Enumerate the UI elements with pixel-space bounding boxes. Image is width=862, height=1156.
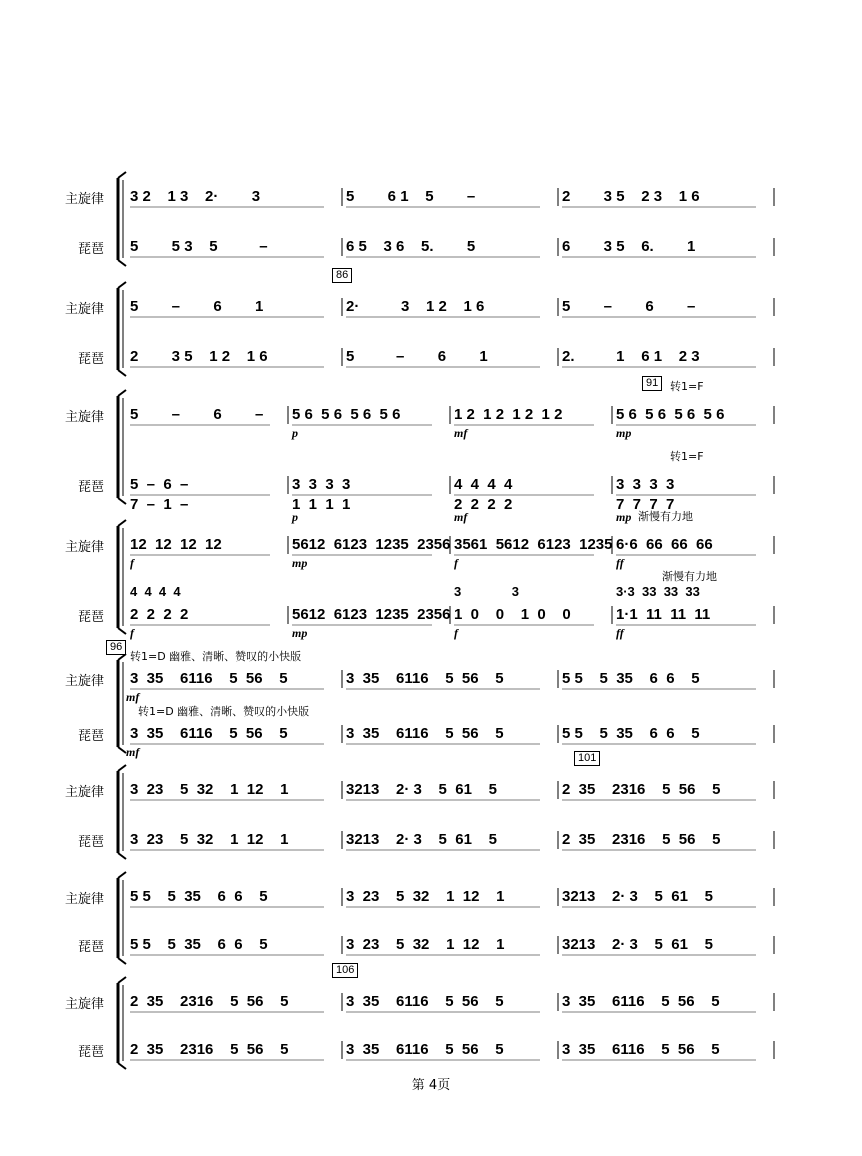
dynamic-mark: mp	[616, 426, 632, 440]
key-change: 转1=F	[670, 380, 704, 393]
pipa-measure: 2 35 2316 5 56 5	[562, 831, 721, 848]
pipa-measure: 6 3 5 6. 1	[562, 238, 696, 255]
measure-number: 86	[332, 268, 352, 283]
staff-label-melody: 主旋律	[64, 892, 104, 907]
melody-measure: 5 5 5 35 6 6 5	[562, 670, 700, 687]
dynamic-mark: f	[130, 626, 134, 640]
melody-measure: 3 2 1 3 2· 3	[130, 188, 261, 205]
pipa-upper-voice: 3·3 33 33 33	[616, 584, 700, 599]
dynamic-mark: f	[130, 556, 134, 570]
pipa-lower-voice: 7 – 1 –	[130, 496, 189, 513]
bracket-bottom	[118, 958, 126, 964]
melody-measure: 2 3 5 2 3 1 6	[562, 188, 700, 205]
pipa-measure: 5 5 5 35 6 6 5	[130, 936, 268, 953]
dynamic-mark: f	[454, 556, 458, 570]
dynamic-mark: mp	[616, 510, 632, 524]
melody-measure: 3213 2· 3 5 61 5	[562, 888, 713, 905]
dynamic-mark: p	[292, 510, 298, 524]
melody-measure: 5 – 6 –	[130, 406, 264, 423]
staff-label-melody: 主旋律	[64, 997, 104, 1012]
pipa-measure: 3 35 6116 5 56 5	[562, 1041, 720, 1058]
melody-measure: 3 23 5 32 1 12 1	[346, 888, 505, 905]
staff-label-pipa: 琵琶	[77, 352, 104, 367]
staff-label-melody: 主旋律	[64, 674, 104, 689]
pipa-measure: 3 35 6116 5 56 5	[130, 725, 288, 742]
dynamic-mark: mf	[454, 426, 468, 440]
pipa-lower-voice: 7 7 7 7	[616, 496, 675, 513]
pipa-measure: 5612 6123 1235 2356	[292, 606, 451, 623]
dynamic-mark: p	[292, 426, 298, 440]
melody-measure: 5 6 5 6 5 6 5 6	[292, 406, 401, 423]
dynamic-mark: mf	[126, 690, 140, 704]
dynamic-mark: ff	[616, 556, 624, 570]
staff-label-pipa: 琵琶	[77, 940, 104, 955]
pipa-measure: 3213 2· 3 5 61 5	[346, 831, 497, 848]
pipa-measure: 3 3 3 3	[292, 476, 351, 493]
tempo-text-pipa: 渐慢有力地	[662, 570, 717, 583]
melody-measure: 12 12 12 12	[130, 536, 222, 553]
measure-number: 91	[642, 376, 662, 391]
pipa-measure: 2. 1 6 1 2 3	[562, 348, 700, 365]
dynamic-mark: mp	[292, 556, 308, 570]
bracket-top	[118, 172, 126, 178]
staff-label-pipa: 琵琶	[77, 610, 104, 625]
pipa-lower-voice: 2 2 2 2	[454, 496, 513, 513]
measure-number: 96	[106, 640, 126, 655]
pipa-measure: 3213 2· 3 5 61 5	[562, 936, 713, 953]
melody-measure: 2 35 2316 5 56 5	[562, 781, 721, 798]
pipa-measure: 1·1 11 11 11	[616, 606, 711, 623]
staff-label-melody: 主旋律	[64, 540, 104, 555]
dynamic-mark: mp	[292, 626, 308, 640]
melody-measure: 5 – 6 1	[130, 298, 264, 315]
melody-measure: 2· 3 1 2 1 6	[346, 298, 485, 315]
pipa-upper-voice: 3 3	[454, 584, 520, 599]
staff-label-pipa: 琵琶	[77, 1045, 104, 1060]
expression-text: 转1=D 幽雅、清晰、赞叹的小快版	[130, 650, 302, 663]
dynamic-mark: f	[454, 626, 458, 640]
pipa-measure: 3 23 5 32 1 12 1	[130, 831, 289, 848]
bracket-bottom	[118, 260, 126, 266]
melody-measure: 5 – 6 –	[562, 298, 696, 315]
pipa-measure: 4 4 4 4	[454, 476, 513, 493]
staff-label-melody: 主旋律	[64, 302, 104, 317]
tempo-text: 渐慢有力地	[638, 510, 693, 523]
bracket-bottom	[118, 628, 126, 634]
bracket-top	[118, 872, 126, 878]
pipa-measure: 6 5 3 6 5. 5	[346, 238, 476, 255]
melody-measure: 3561 5612 6123 1235	[454, 536, 613, 553]
measure-number: 106	[332, 963, 358, 978]
melody-measure: 3 35 6116 5 56 5	[130, 670, 288, 687]
melody-measure: 5 6 5 6 5 6 5 6	[616, 406, 725, 423]
pipa-measure: 5 – 6 –	[130, 476, 189, 493]
key-change-pipa: 转1=F	[670, 450, 704, 463]
bracket-bottom	[118, 498, 126, 504]
bracket-top	[118, 390, 126, 396]
melody-measure: 6·6 66 66 66	[616, 536, 713, 553]
pipa-measure: 3 3 3 3	[616, 476, 675, 493]
pipa-measure: 3 23 5 32 1 12 1	[346, 936, 505, 953]
staff-label-pipa: 琵琶	[77, 835, 104, 850]
bracket-bottom	[118, 747, 126, 753]
pipa-measure: 5 – 6 1	[346, 348, 488, 365]
dynamic-mark: ff	[616, 626, 624, 640]
staff-label-melody: 主旋律	[64, 410, 104, 425]
bracket-top	[118, 765, 126, 771]
melody-measure: 3213 2· 3 5 61 5	[346, 781, 497, 798]
pipa-measure: 5 5 3 5 –	[130, 238, 268, 255]
melody-measure: 1 2 1 2 1 2 1 2	[454, 406, 563, 423]
pipa-measure: 2 2 2 2	[130, 606, 189, 623]
measure-number: 101	[574, 751, 600, 766]
dynamic-mark: mf	[126, 745, 140, 759]
melody-measure: 3 35 6116 5 56 5	[346, 670, 504, 687]
bracket-top	[118, 977, 126, 983]
bracket-bottom	[118, 1063, 126, 1069]
melody-measure: 3 35 6116 5 56 5	[346, 993, 504, 1010]
staff-label-pipa: 琵琶	[77, 729, 104, 744]
pipa-measure: 3 35 6116 5 56 5	[346, 725, 504, 742]
staff-label-melody: 主旋律	[64, 192, 104, 207]
pipa-measure: 2 35 2316 5 56 5	[130, 1041, 289, 1058]
bracket-top	[118, 520, 126, 526]
page-number: 第 4页	[411, 1078, 451, 1093]
pipa-upper-voice: 4 4 4 4	[130, 584, 181, 599]
melody-measure: 5 6 1 5 –	[346, 188, 476, 205]
pipa-measure: 2 3 5 1 2 1 6	[130, 348, 268, 365]
bracket-top	[118, 282, 126, 288]
melody-measure: 5 5 5 35 6 6 5	[130, 888, 268, 905]
pipa-lower-voice: 1 1 1 1	[292, 496, 351, 513]
pipa-measure: 3 35 6116 5 56 5	[346, 1041, 504, 1058]
bracket-bottom	[118, 853, 126, 859]
melody-measure: 3 23 5 32 1 12 1	[130, 781, 289, 798]
pipa-measure: 5 5 5 35 6 6 5	[562, 725, 700, 742]
expression-text-pipa: 转1=D 幽雅、清晰、赞叹的小快版	[138, 705, 310, 718]
pipa-measure: 1 0 0 1 0 0	[454, 606, 571, 623]
bracket-bottom	[118, 370, 126, 376]
dynamic-mark: mf	[454, 510, 468, 524]
staff-label-melody: 主旋律	[64, 785, 104, 800]
staff-label-pipa: 琵琶	[77, 480, 104, 495]
staff-label-pipa: 琵琶	[77, 242, 104, 257]
melody-measure: 2 35 2316 5 56 5	[130, 993, 289, 1010]
melody-measure: 5612 6123 1235 2356	[292, 536, 451, 553]
melody-measure: 3 35 6116 5 56 5	[562, 993, 720, 1010]
